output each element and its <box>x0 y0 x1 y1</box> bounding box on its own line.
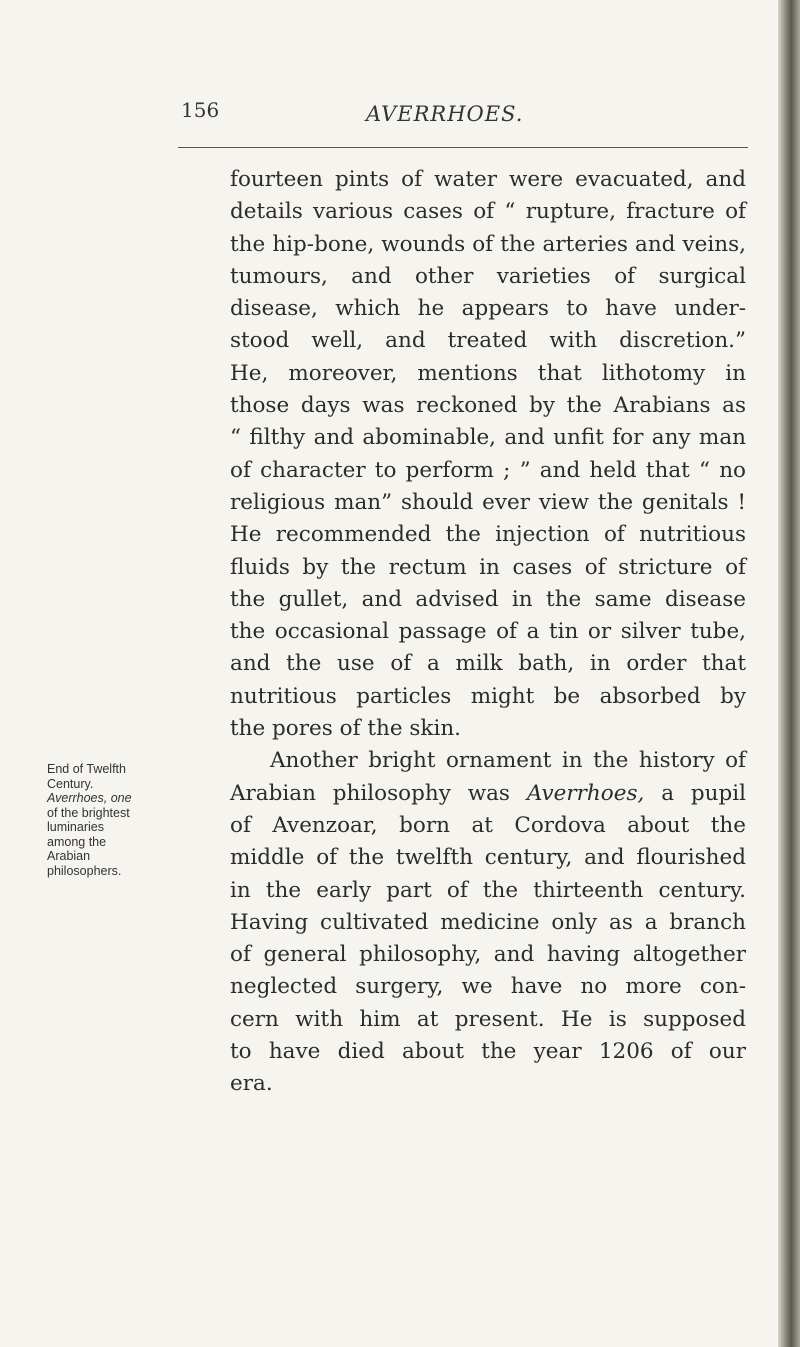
text-line: cern with him at present. He is supposed <box>230 1006 746 1032</box>
text-line: neglected surgery, we have no more con- <box>230 974 746 1000</box>
page-edge-shadow <box>778 0 800 1347</box>
text-line: era. <box>230 1071 273 1097</box>
body-text <box>230 164 746 1101</box>
text-line: fluids by the rectum in cases of stricture of <box>230 554 746 580</box>
margin-note-line: End of Twelfth <box>47 762 126 776</box>
text-line: of character to perform ; ” and held that “ no <box>230 457 746 483</box>
text-line: Another bright ornament in the history of <box>270 748 746 774</box>
text-line: He recommended the injection of nutritious <box>230 522 746 548</box>
text-line-with-name <box>230 778 746 810</box>
text-line: of Avenzoar, born at Cordova about the <box>230 812 746 838</box>
person-name-averrhoes: Averrhoes, <box>526 780 645 806</box>
text-line: and the use of a milk bath, in order that <box>230 651 746 677</box>
text-line: middle of the twelfth century, and flourished <box>230 845 746 871</box>
text-line: the pores of the skin. <box>230 716 462 742</box>
margin-note-line: Century. <box>47 776 94 791</box>
text-line: Having cultivated medicine only as a branch <box>230 909 746 935</box>
margin-note-line: of the brightest <box>47 805 130 820</box>
text-line: disease, which he appears to have under- <box>230 296 746 322</box>
text-segment: Arabian philosophy was <box>230 780 510 806</box>
margin-note-line: luminaries <box>47 820 104 834</box>
margin-note-line: Averrhoes, one <box>47 791 132 805</box>
text-line: in the early part of the thirteenth century. <box>230 877 746 903</box>
text-line: nutritious particles might be absorbed by <box>230 683 746 709</box>
margin-note <box>47 762 227 878</box>
text-line: details various cases of “ rupture, fracture of <box>230 199 746 225</box>
text-line: stood well, and treated with discretion.” <box>230 328 746 354</box>
margin-note-line: among the <box>47 834 107 849</box>
running-head: AVERRHOES. <box>366 102 524 126</box>
text-line: tumours, and other varieties of surgical <box>230 263 746 289</box>
text-line: those days was reckoned by the Arabians as <box>230 393 746 419</box>
margin-note-line: philosophers. <box>47 863 122 878</box>
text-line: religious man” should ever view the genitals ! <box>230 489 746 515</box>
text-line: the occasional passage of a tin or silver tube, <box>230 619 746 645</box>
text-line: of general philosophy, and having altogether <box>230 942 746 968</box>
text-line: “ filthy and abominable, and unfit for any man <box>230 425 746 451</box>
text-line: the gullet, and advised in the same disease <box>230 586 746 612</box>
text-line: fourteen pints of water were evacuated, and <box>230 167 746 192</box>
page-number: 156 <box>181 98 220 122</box>
text-segment: a pupil <box>661 780 746 806</box>
header-rule <box>178 147 748 148</box>
margin-note-line: Arabian <box>47 849 91 863</box>
text-line: to have died about the year 1206 of our <box>230 1039 746 1065</box>
text-line: the hip-bone, wounds of the arteries and veins, <box>230 231 746 257</box>
text-line: He, moreover, mentions that lithotomy in <box>230 360 746 386</box>
